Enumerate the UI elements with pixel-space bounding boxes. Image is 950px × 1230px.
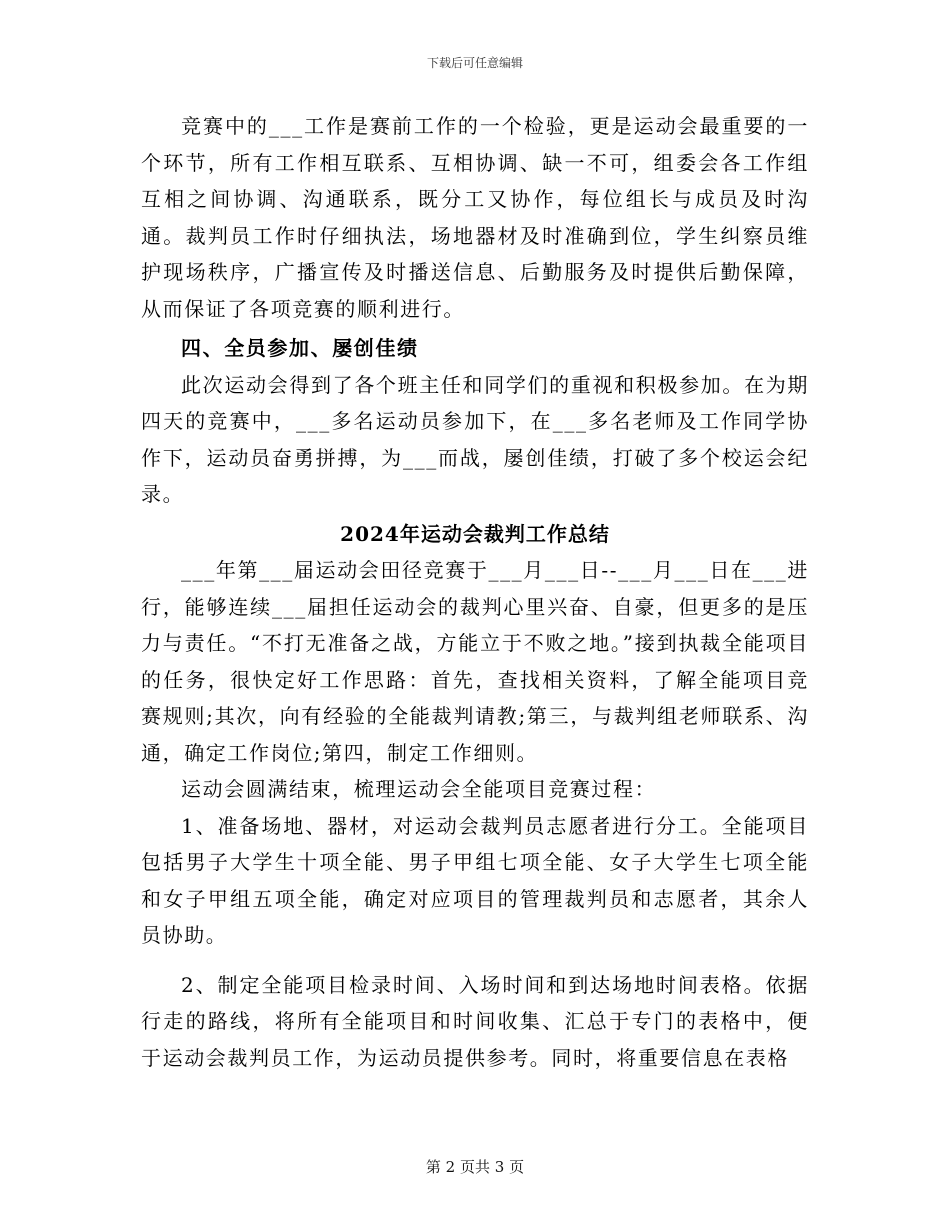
- paragraph-item-2: 2、制定全能项目检录时间、入场时间和到达场地时间表格。依据行走的路线，将所有全能项目和时间收集、汇总于专门的表格中，便于运动会裁判员工作，为运动员提供参考。同时，将重要信息在表格: [141, 972, 809, 1070]
- paragraph-summary-lead: 运动会圆满结束，梳理运动会全能项目竞赛过程：: [181, 777, 657, 801]
- document-title: 2024年运动会裁判工作总结: [340, 521, 610, 546]
- paragraph-intro: ___年第___届运动会田径竞赛于___月___日--___月___日在___进行，能够连续___届担任运动会的裁判心里兴奋、自豪，但更多的是压力与责任。“不打无准备之战，方能立于不败之地。”接到执裁全能项目的任务，很快定好工作思路：首先，查找相关资料，了解全能项目竞赛规则;其次，向有经验的全能裁判请教;第三，与裁判组老师联系、沟通，确定工作岗位;第四，制定工作细则。: [141, 558, 809, 765]
- section-heading-participation: 四、全员参加、屡创佳绩: [181, 336, 419, 360]
- paragraph-item-1: 1、准备场地、器材，对运动会裁判员志愿者进行分工。全能项目包括男子大学生十项全能、男子甲组七项全能、女子大学生七项全能和女子甲组五项全能，确定对应项目的管理裁判员和志愿者，其余人员协助。: [141, 813, 809, 947]
- page-footer: 第 2 页共 3 页: [425, 1158, 525, 1176]
- paragraph-competition-work: 竞赛中的___工作是赛前工作的一个检验，更是运动会最重要的一个环节，所有工作相互联系、互相协调、缺一不可，组委会各工作组互相之间协调、沟通联系，既分工又协作，每位组长与成员及时沟通。裁判员工作时仔细执法，场地器材及时准确到位，学生纠察员维护现场秩序，广播宣传及时播送信息、后勤服务及时提供后勤保障，从而保证了各项竞赛的顺利进行。: [141, 114, 809, 321]
- page-header: 下载后可任意编辑: [426, 56, 523, 70]
- document-body: [141, 108, 809, 1076]
- paragraph-participation: 此次运动会得到了各个班主任和同学们的重视和积极参加。在为期四天的竞赛中，___多名运动员参加下，在___多名老师及工作同学协作下，运动员奋勇拼搏，为___而战，屡创佳绩，打破了多个校运会纪录。: [141, 372, 809, 506]
